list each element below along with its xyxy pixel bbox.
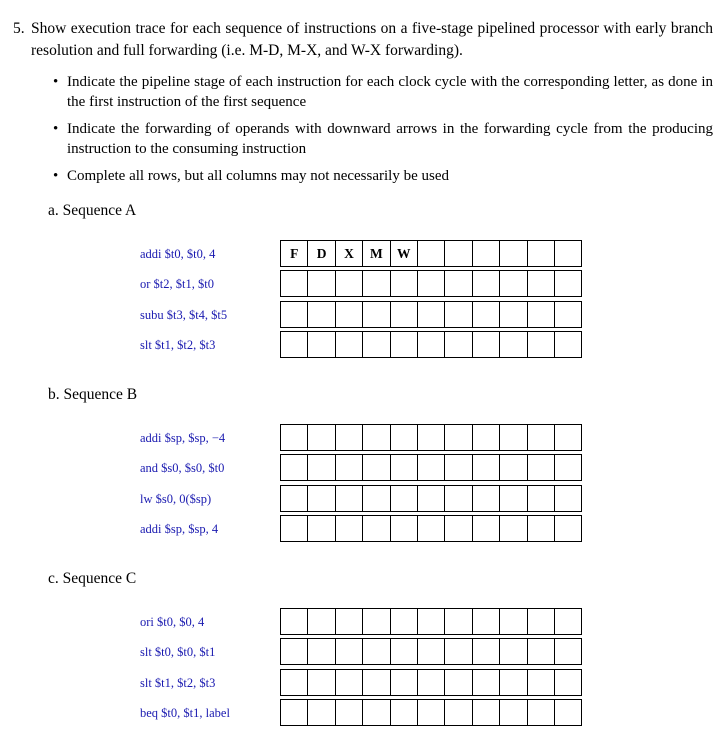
stage-cell[interactable] (363, 516, 390, 542)
stage-cell[interactable] (472, 609, 499, 635)
stage-cell[interactable] (390, 455, 417, 481)
stage-cell[interactable] (417, 425, 444, 451)
stage-cell[interactable] (308, 700, 335, 726)
stage-cell[interactable] (500, 485, 527, 511)
stage-cell[interactable] (472, 516, 499, 542)
sequence-b-title: b. Sequence B (48, 386, 138, 403)
stage-cell[interactable] (390, 669, 417, 695)
stage-cell[interactable] (363, 455, 390, 481)
stage-cell[interactable] (445, 639, 472, 665)
stage-cell[interactable]: W (390, 241, 417, 267)
instruction-c-2: slt $t0, $t0, $t1 (140, 645, 216, 660)
stage-cell[interactable]: F (281, 241, 308, 267)
stage-cell[interactable] (281, 455, 308, 481)
stage-cell[interactable] (390, 425, 417, 451)
stage-cell[interactable] (417, 271, 444, 297)
stage-cell[interactable] (281, 609, 308, 635)
instruction-c-3: slt $t1, $t2, $t3 (140, 675, 216, 690)
stage-cell[interactable] (417, 301, 444, 327)
stage-cell[interactable] (500, 669, 527, 695)
stage-cell[interactable] (445, 271, 472, 297)
stage-cell[interactable] (335, 516, 362, 542)
pipeline-grid-c-row-3 (280, 669, 582, 696)
stage-cell[interactable] (308, 669, 335, 695)
pipeline-grid-b-row-4 (280, 515, 582, 542)
stage-cell[interactable] (363, 271, 390, 297)
pipeline-grid-c-row-4 (280, 699, 582, 726)
table-row (281, 332, 582, 358)
stage-cell[interactable] (500, 271, 527, 297)
stage-cell[interactable] (500, 332, 527, 358)
stage-cell[interactable] (527, 271, 554, 297)
instruction-b-3: lw $s0, 0($sp) (140, 491, 212, 506)
stage-cell[interactable] (281, 639, 308, 665)
stage-cell[interactable] (363, 700, 390, 726)
stage-cell[interactable]: M (363, 241, 390, 267)
bullet-item: • Indicate the forwarding of operands with downward arrows in the forwarding cycle from the producing instruction to the consuming instruction (53, 119, 713, 159)
stage-cell[interactable]: X (335, 241, 362, 267)
stage-cell[interactable] (335, 485, 362, 511)
instruction-b-1: addi $sp, $sp, −4 (140, 431, 226, 445)
stage-cell[interactable] (281, 516, 308, 542)
stage-cell[interactable] (308, 609, 335, 635)
stage-cell[interactable] (527, 669, 554, 695)
stage-cell[interactable] (335, 609, 362, 635)
stage-cell[interactable] (472, 425, 499, 451)
stage-cell[interactable] (472, 639, 499, 665)
stage-cell[interactable] (445, 609, 472, 635)
question-number: 5. (13, 20, 25, 37)
pipeline-grid-b-row-1 (280, 424, 582, 451)
bullet-item: • Complete all rows, but all columns may not necessarily be used (53, 166, 713, 186)
stage-cell[interactable] (527, 639, 554, 665)
stage-cell[interactable] (472, 271, 499, 297)
stage-cell[interactable] (417, 485, 444, 511)
stage-cell[interactable] (500, 455, 527, 481)
sequence-a-title: a. Sequence A (48, 202, 137, 219)
stage-cell[interactable] (472, 301, 499, 327)
stage-cell[interactable] (390, 609, 417, 635)
stage-cell[interactable] (554, 609, 581, 635)
stage-cell[interactable] (335, 700, 362, 726)
stage-cell[interactable] (500, 700, 527, 726)
stage-cell[interactable] (527, 700, 554, 726)
stage-cell[interactable] (445, 241, 472, 267)
pipeline-grid-c-row-2 (280, 638, 582, 665)
stage-cell[interactable] (417, 455, 444, 481)
stage-cell[interactable] (527, 425, 554, 451)
pipeline-grid-a-row-1 (280, 240, 582, 267)
stage-cell[interactable] (281, 669, 308, 695)
stage-cell[interactable] (445, 485, 472, 511)
stage-cell[interactable] (527, 485, 554, 511)
stage-cell[interactable] (390, 516, 417, 542)
stage-cell[interactable] (335, 455, 362, 481)
stage-cell[interactable] (445, 700, 472, 726)
table-row (281, 639, 582, 665)
stage-cell[interactable] (527, 609, 554, 635)
stage-cell[interactable] (554, 669, 581, 695)
pipeline-grid-a-row-3 (280, 301, 582, 328)
stage-cell[interactable] (527, 516, 554, 542)
pipeline-grid-b-row-3 (280, 485, 582, 512)
table-row (281, 271, 582, 297)
instruction-a-2: or $t2, $t1, $t0 (140, 277, 214, 292)
stage-cell[interactable] (445, 425, 472, 451)
stage-cell[interactable] (335, 301, 362, 327)
stage-cell[interactable] (363, 669, 390, 695)
stage-cell[interactable] (335, 425, 362, 451)
instruction-a-1: addi $t0, $t0, 4 (140, 247, 216, 261)
table-row (281, 485, 582, 511)
stage-cell[interactable] (417, 669, 444, 695)
stage-cell[interactable] (554, 301, 581, 327)
stage-cell[interactable] (554, 485, 581, 511)
stage-cell[interactable] (527, 332, 554, 358)
stage-cell[interactable] (308, 425, 335, 451)
stage-cell[interactable] (390, 271, 417, 297)
stage-cell[interactable] (390, 485, 417, 511)
stage-cell[interactable] (281, 301, 308, 327)
stage-cell[interactable] (527, 241, 554, 267)
stage-cell[interactable] (390, 301, 417, 327)
stage-cell[interactable] (308, 516, 335, 542)
stage-cell[interactable] (417, 609, 444, 635)
stage-cell[interactable] (363, 332, 390, 358)
stage-cell[interactable] (500, 241, 527, 267)
stage-cell[interactable] (500, 301, 527, 327)
stage-cell[interactable] (472, 455, 499, 481)
pipeline-grid-c-row-1 (280, 608, 582, 635)
pipeline-grid-b-row-2 (280, 454, 582, 481)
sequence-c-title: c. Sequence C (48, 570, 137, 587)
stage-cell[interactable] (417, 516, 444, 542)
table-row (281, 301, 582, 327)
instruction-b-2: and $s0, $s0, $t0 (140, 461, 225, 476)
stage-cell[interactable] (281, 700, 308, 726)
stage-cell[interactable] (445, 455, 472, 481)
bullet-item: • Indicate the pipeline stage of each instruction for each clock cycle with the corresponding letter, as done in the first instruction of the first sequence (53, 72, 713, 112)
table-row (281, 700, 582, 726)
question-text: Show execution trace for each sequence of instructions on a five-stage pipelined processor with early branch resolution and full forwarding (i.e. M-D, M-X, and W-X forwarding). (31, 20, 713, 59)
stage-cell[interactable] (554, 639, 581, 665)
stage-cell[interactable] (281, 425, 308, 451)
stage-cell[interactable] (363, 301, 390, 327)
stage-cell[interactable] (335, 669, 362, 695)
stage-cell[interactable] (472, 669, 499, 695)
table-row (281, 609, 582, 635)
pipeline-grid-a-row-4 (280, 331, 582, 358)
stage-cell[interactable] (335, 271, 362, 297)
stage-cell[interactable] (335, 639, 362, 665)
stage-cell[interactable]: D (308, 241, 335, 267)
stage-cell[interactable] (445, 516, 472, 542)
table-row (281, 241, 582, 267)
stage-cell[interactable] (527, 301, 554, 327)
stage-cell[interactable] (308, 639, 335, 665)
stage-cell[interactable] (417, 700, 444, 726)
stage-cell[interactable] (363, 639, 390, 665)
pipeline-grid-a-row-2 (280, 270, 582, 297)
stage-cell[interactable] (554, 332, 581, 358)
stage-cell[interactable] (417, 332, 444, 358)
stage-cell[interactable] (472, 332, 499, 358)
table-row (281, 425, 582, 451)
stage-cell[interactable] (554, 700, 581, 726)
instruction-list (53, 72, 713, 193)
stage-cell[interactable] (308, 271, 335, 297)
stage-cell[interactable] (363, 609, 390, 635)
stage-cell[interactable] (500, 609, 527, 635)
instruction-c-1: ori $t0, $0, 4 (140, 615, 205, 629)
stage-cell[interactable] (390, 700, 417, 726)
stage-cell[interactable] (281, 332, 308, 358)
table-row (281, 455, 582, 481)
stage-cell[interactable] (500, 425, 527, 451)
instruction-a-4: slt $t1, $t2, $t3 (140, 338, 216, 353)
stage-cell[interactable] (500, 639, 527, 665)
table-row (281, 669, 582, 695)
stage-cell[interactable] (554, 241, 581, 267)
stage-cell[interactable] (472, 241, 499, 267)
stage-cell[interactable] (390, 332, 417, 358)
stage-cell[interactable] (417, 639, 444, 665)
stage-cell[interactable] (554, 271, 581, 297)
stage-cell[interactable] (281, 271, 308, 297)
instruction-c-4: beq $t0, $t1, label (140, 706, 230, 721)
stage-cell[interactable] (363, 485, 390, 511)
stage-cell[interactable] (417, 241, 444, 267)
stage-cell[interactable] (500, 516, 527, 542)
stage-cell[interactable] (445, 332, 472, 358)
stage-cell[interactable] (445, 301, 472, 327)
stage-cell[interactable] (308, 301, 335, 327)
stage-cell[interactable] (527, 455, 554, 481)
stage-cell[interactable] (472, 700, 499, 726)
stage-cell[interactable] (308, 332, 335, 358)
stage-cell[interactable] (281, 485, 308, 511)
stage-cell[interactable] (335, 332, 362, 358)
stage-cell[interactable] (554, 425, 581, 451)
stage-cell[interactable] (554, 516, 581, 542)
instruction-a-3: subu $t3, $t4, $t5 (140, 307, 228, 322)
stage-cell[interactable] (363, 425, 390, 451)
stage-cell[interactable] (308, 485, 335, 511)
stage-cell[interactable] (445, 669, 472, 695)
stage-cell[interactable] (308, 455, 335, 481)
instruction-b-4: addi $sp, $sp, 4 (140, 522, 219, 537)
stage-cell[interactable] (472, 485, 499, 511)
stage-cell[interactable] (390, 639, 417, 665)
stage-cell[interactable] (554, 455, 581, 481)
table-row (281, 516, 582, 542)
